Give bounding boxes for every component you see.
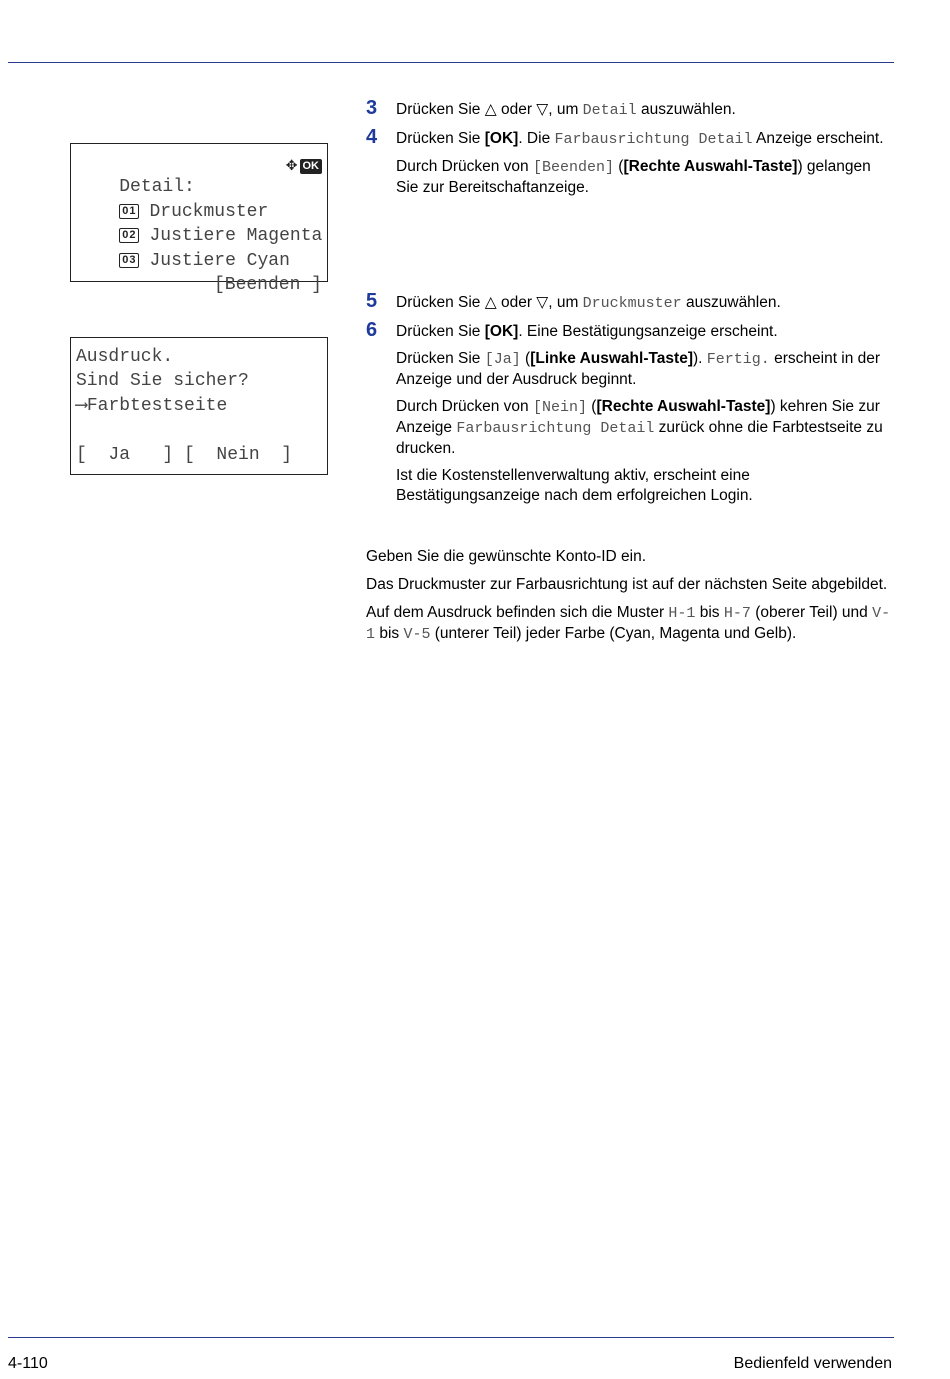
page-number: 4-110 (8, 1355, 48, 1372)
lcd-menu-item (76, 175, 322, 222)
footer-rule (8, 1337, 894, 1338)
step-5 (366, 290, 896, 314)
lcd-title: Detail: (119, 177, 195, 198)
steps-block-2 (366, 290, 896, 514)
step-note: Durch Drücken von [Nein] ([Rechte Auswahl-Taste]) kehren Sie zur Anzeige Farbausrichtung Detail zurück ohne die Farbtestseite zu drucken. (396, 398, 883, 457)
step-note: Durch Drücken von [Beenden] ([Rechte Auswahl-Taste]) gelangen Sie zur Bereitschaftanzeige. (396, 158, 871, 196)
four-way-arrow-icon: ✥ (285, 158, 298, 174)
arrow-right-icon: ⟶ (76, 395, 87, 416)
step-number: 6 (366, 319, 378, 341)
step-6 (366, 319, 896, 506)
lcd-softkey-beenden: [Beenden ] (213, 274, 322, 295)
lcd-title-line (76, 151, 322, 198)
lcd-selected-label: Farbtestseite (86, 395, 228, 416)
lcd-menu-label: Justiere Magenta (149, 226, 323, 247)
lcd-selected-line (76, 394, 322, 418)
note-muster: Auf dem Ausdruck befinden sich die Muster H-1 bis H-7 (oberer Teil) und V-1 bis V-5 (unterer Teil) jeder Farbe (Cyan, Magenta und Gelb). (366, 604, 891, 643)
lcd-menu-item (76, 224, 322, 271)
item-number-icon: 01 (119, 204, 139, 219)
step-number: 3 (366, 97, 378, 119)
lcd-menu-label: Druckmuster (149, 201, 269, 222)
item-number-icon: 03 (119, 253, 139, 268)
header-rule (8, 62, 894, 63)
step-3 (366, 97, 896, 121)
lcd-softkeys: [ Ja ] [ Nein ] (76, 444, 293, 465)
step-number: 4 (366, 126, 378, 148)
note-konto: Geben Sie die gewünschte Konto-ID ein. (366, 548, 647, 565)
lcd-menu-label: Justiere Cyan (149, 250, 290, 271)
lcd-line: Sind Sie sicher? (76, 371, 249, 392)
lcd-menu-item (76, 200, 323, 247)
step-text: Drücken Sie △ oder ▽, um Druckmuster auszuwählen. (396, 294, 781, 312)
step-text: Drücken Sie [OK]. Eine Bestätigungsanzeige erscheint. (396, 323, 778, 340)
step-text: Drücken Sie [OK]. Die Farbausrichtung Detail Anzeige erscheint. (396, 130, 884, 148)
item-number-icon: 02 (119, 228, 139, 243)
lcd-softkey-line (76, 249, 322, 295)
steps-block-1 (366, 97, 896, 206)
lcd-blank-line (76, 418, 322, 442)
lcd-confirm-screen (70, 337, 328, 475)
step-4 (366, 126, 896, 198)
note-druckmuster: Das Druckmuster zur Farbausrichtung ist auf der nächsten Seite abgebildet. (366, 576, 888, 593)
section-title: Bedienfeld verwenden (733, 1355, 892, 1372)
notes-block (366, 547, 896, 653)
step-text: Drücken Sie △ oder ▽, um Detail auszuwählen. (396, 101, 736, 119)
lcd-line: Ausdruck. (76, 347, 174, 367)
step-note: Drücken Sie [Ja] ([Linke Auswahl-Taste]). Fertig. erscheint in der Anzeige und der Ausdruck beginnt. (396, 350, 881, 388)
step-note: Ist die Kostenstellenverwaltung aktiv, erscheint eine Bestätigungsanzeige nach dem erfolgreichen Login. (396, 467, 753, 504)
lcd-detail-screen (70, 143, 328, 295)
step-number: 5 (366, 290, 378, 312)
ok-key-icon: OK (300, 159, 323, 174)
